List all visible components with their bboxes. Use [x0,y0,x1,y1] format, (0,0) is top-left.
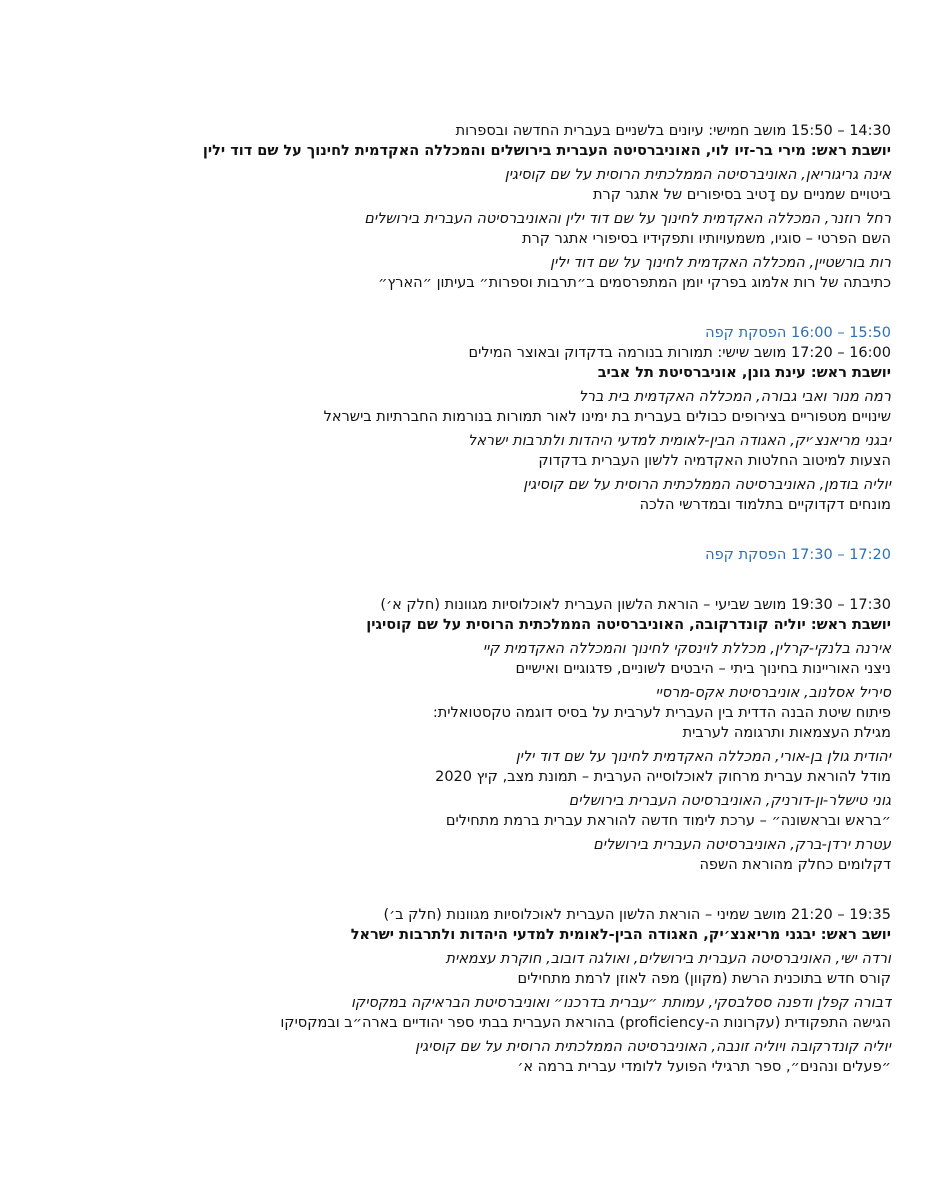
talk-speaker: גוני טישלר-ון-דורניק, האוניברסיטה העברית בירושלים [568,793,891,809]
talk-title: כתיבתה של רות אלמוג בפרקי יומן המתפרסמים ב״תרבות וספרות״ בעיתון ״הארץ״ [378,275,891,291]
talk-speaker: רחל רוזנר, המכללה האקדמית לחינוך על שם דוד ילין והאוניברסיטה העברית בירושלים [364,211,891,227]
talk-speaker: סיריל אסלנוב, אוניברסיטת אקס-מרסיי [655,685,891,701]
talk-title: ״פעלים ונהנים״, ספר תרגילי הפועל ללומדי עברית ברמה א׳ [517,1059,891,1075]
talk-speaker: רמה מנור ואבי גבורה, המכללה האקדמית בית ברל [578,389,891,405]
session-heading: 17:30 – 19:30 מושב שביעי – הוראת הלשון העברית לאוכלוסיות מגוונות (חלק א׳) [380,597,891,613]
session-heading: 14:30 – 15:50 מושב חמישי: עיונים בלשניים בעברית החדשה ובספרות [455,123,891,139]
session-chair: יושבת ראש: מירי בר-זיו לוי, האוניברסיטה העברית בירושלים והמכללה האקדמית לחינוך על שם דוד ילין [202,143,891,159]
talk-title: ניצני האוריינות בחינוך ביתי – היבטים לשוניים, פדגוגיים ואישיים [515,661,891,677]
talk-speaker: עטרת ירדן-ברק, האוניברסיטה העברית בירושלים [593,837,891,853]
talk-title: פיתוח שיטת הבנה הדדית בין העברית לערבית על בסיס דוגמה טקסטואלית: [432,705,891,721]
session-chair: יושבת ראש: יוליה קונדרקובה, האוניברסיטה הממלכתית הרוסית על שם קוסיגין [366,617,891,633]
talk-speaker: רות בורשטיין, המכללה האקדמית לחינוך על שם דוד ילין [550,255,891,271]
talk-title-continued: מגילת העצמאות ותרגומה לערבית [682,725,891,741]
session-chair: יושב ראש: יבגני מריאנצ׳יק, האגודה הבין-לאומית למדעי היהדות ולתרבות ישראל [350,927,891,943]
talk-title: דקלומים כחלק מהוראת השפה [699,857,891,873]
session-heading: 19:35 – 21:20 מושב שמיני – הוראת הלשון העברית לאוכלוסיות מגוונות (חלק ב׳) [383,907,891,923]
conference-program [40,121,891,1077]
talk-speaker: דבורה קפלן ודפנה ססלבסקי, עמותת ״עברית בדרכנו״ ואוניברסיטת הבראיקה במקסיקו [350,995,891,1011]
coffee-break: 15:50 – 16:00 הפסקת קפה [705,325,891,341]
talk-title: מונחים דקדוקיים בתלמוד ובמדרשי הלכה [639,497,891,513]
talk-title: הצעות למיטוב החלטות האקדמיה ללשון העברית בדקדוק [538,453,891,469]
talk-title: קורס חדש בתוכנית הרשת (מקוון) מפה לאוזן לרמת מתחילים [517,971,891,987]
coffee-break: 17:20 – 17:30 הפסקת קפה [705,547,891,563]
session-heading: 16:00 – 17:20 מושב שישי: תמורות בנורמה בדקדוק ובאוצר המילים [468,345,891,361]
talk-title: הגישה התפקודית (עקרונות ה-proficiency) בהוראת העברית בבתי ספר יהודיים בארה״ב ובמקסיקו [280,1015,891,1031]
talk-title: שינויים מטפוריים בצירופים כבולים בעברית בת ימינו לאור תמורות בנורמות החברתיות בישראל [323,409,891,425]
session-seven [40,595,891,875]
talk-title: ביטויים שמניים עם דָטיב בסיפורים של אתגר קרת [592,187,891,203]
session-chair: יושבת ראש: עינת גונן, אוניברסיטת תל אביב [597,365,891,381]
talk-speaker: אינה גריגוריאן, האוניברסיטה הממלכתית הרוסית על שם קוסיגין [504,167,891,183]
talk-speaker: ורדה ישי, האוניברסיטה העברית בירושלים, ואולגה דובוב, חוקרת עצמאית [445,951,891,967]
talk-title: ״בראש ובראשונה״ – ערכת לימוד חדשה להוראת עברית ברמת מתחילים [445,813,891,829]
talk-speaker: יוליה קונדרקובה ויוליה זונבה, האוניברסיטה הממלכתית הרוסית על שם קוסיגין [415,1039,891,1055]
talk-title: מודל להוראת עברית מרחוק לאוכלוסייה הערבית – תמונת מצב, קיץ 2020 [435,769,891,785]
talk-title: השם הפרטי – סוגיו, משמעויותיו ותפקידיו בסיפורי אתגר קרת [522,231,891,247]
talk-speaker: יהודית גולן בן-אורי, המכללה האקדמית לחינוך על שם דוד ילין [515,749,891,765]
talk-speaker: אירנה בלנקי-קרלין, מכללת לוינסקי לחינוך והמכללה האקדמית קיי [482,641,891,657]
talk-speaker: יוליה בודמן, האוניברסיטה הממלכתית הרוסית על שם קוסיגין [523,477,891,493]
session-eight [40,905,891,1077]
talk-speaker: יבגני מריאנצ׳יק, האגודה הבין-לאומית למדעי היהדות ולתרבות ישראל [467,433,891,449]
session-six [40,343,891,515]
session-five [40,121,891,293]
